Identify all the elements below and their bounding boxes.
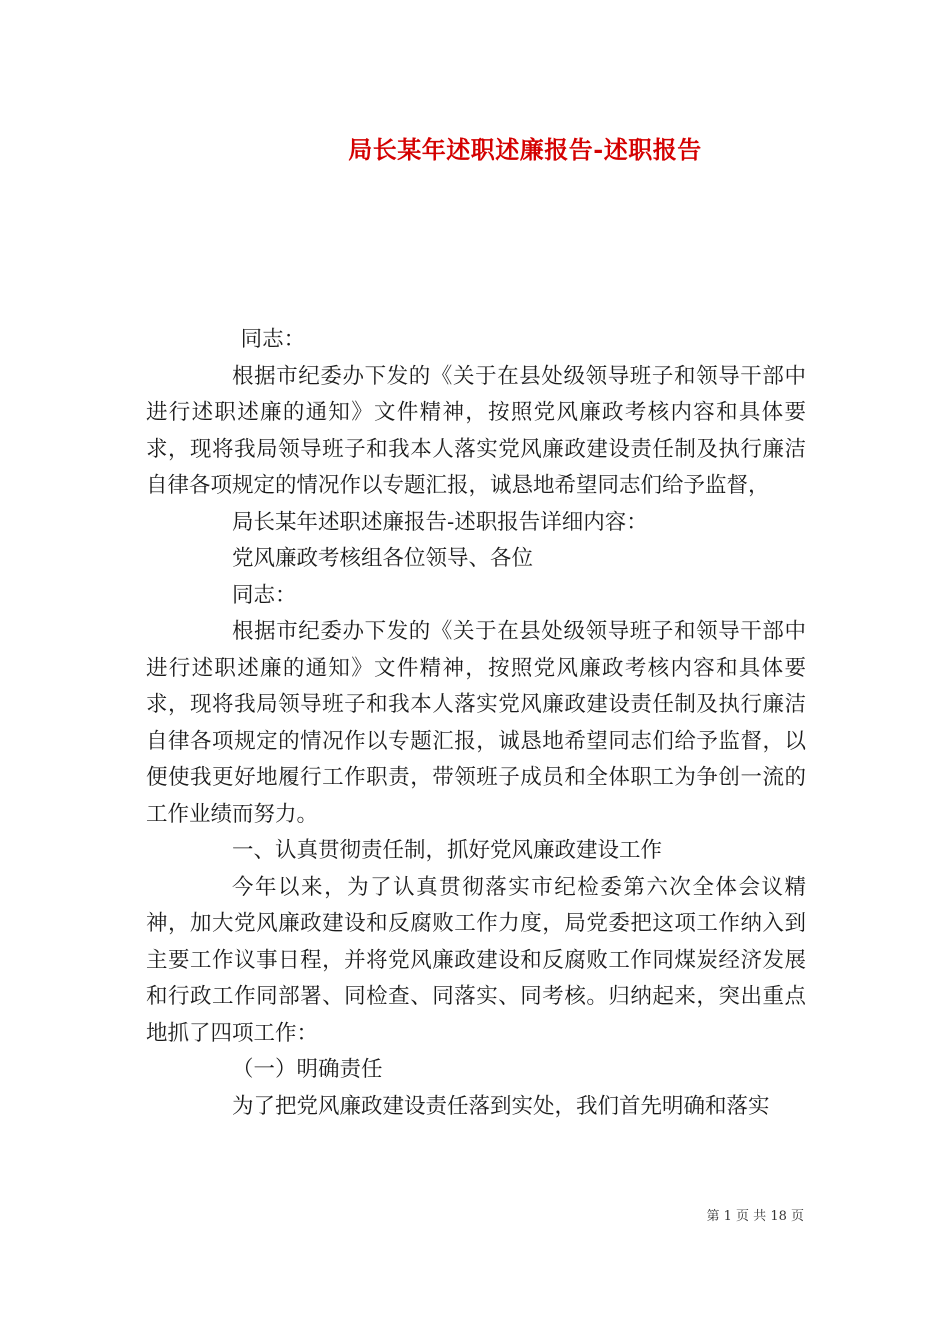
section-heading-1: 一、认真贯彻责任制，抓好党风廉政建设工作 [232,838,663,863]
paragraph-intro: 根据市纪委办下发的《关于在县处级领导班子和领导干部中进行述职述廉的通知》文件精神，按照党风廉政考核内容和具体要求，现将我局领导班子和我本人落实党风廉政建设责任制及执行廉洁自律各项规定的情况作以专题汇报，诚恳地希望同志们给予监督， [146,363,806,498]
document-body [146,322,806,1125]
document-title: 局长某年述职述廉报告-述职报告 [348,135,702,164]
paragraph-address: 党风廉政考核组各位领导、各位 [232,546,534,571]
paragraph-salutation: 同志： [240,327,306,352]
paragraph-detail-heading: 局长某年述职述廉报告-述职报告详细内容： [232,509,648,535]
paragraph-subsection-1: 为了把党风廉政建设责任落到实处，我们首先明确和落实 [232,1093,770,1119]
page-number-footer: 第 1 页 共 18 页 [706,1209,804,1224]
paragraph-section-1: 今年以来，为了认真贯彻落实市纪检委第六次全体会议精神，加大党风廉政建设和反腐败工作力度，局党委把这项工作纳入到主要工作议事日程，并将党风廉政建设和反腐败工作同煤炭经济发展和行政工作同部署、同检查、同落实、同考核。归纳起来，突出重点地抓了四项工作： [146,874,806,1046]
subsection-heading-1: （一）明确责任 [232,1057,383,1082]
paragraph-salutation-2: 同志： [232,582,297,608]
paragraph-intro-2: 根据市纪委办下发的《关于在县处级领导班子和领导干部中进行述职述廉的通知》文件精神，按照党风廉政考核内容和具体要求，现将我局领导班子和我本人落实党风廉政建设责任制及执行廉洁自律各项规定的情况作以专题汇报，诚恳地希望同志们给予监督，以便使我更好地履行工作职责，带领班子成员和全体职工为争创一流的工作业绩而努力。 [146,619,806,827]
